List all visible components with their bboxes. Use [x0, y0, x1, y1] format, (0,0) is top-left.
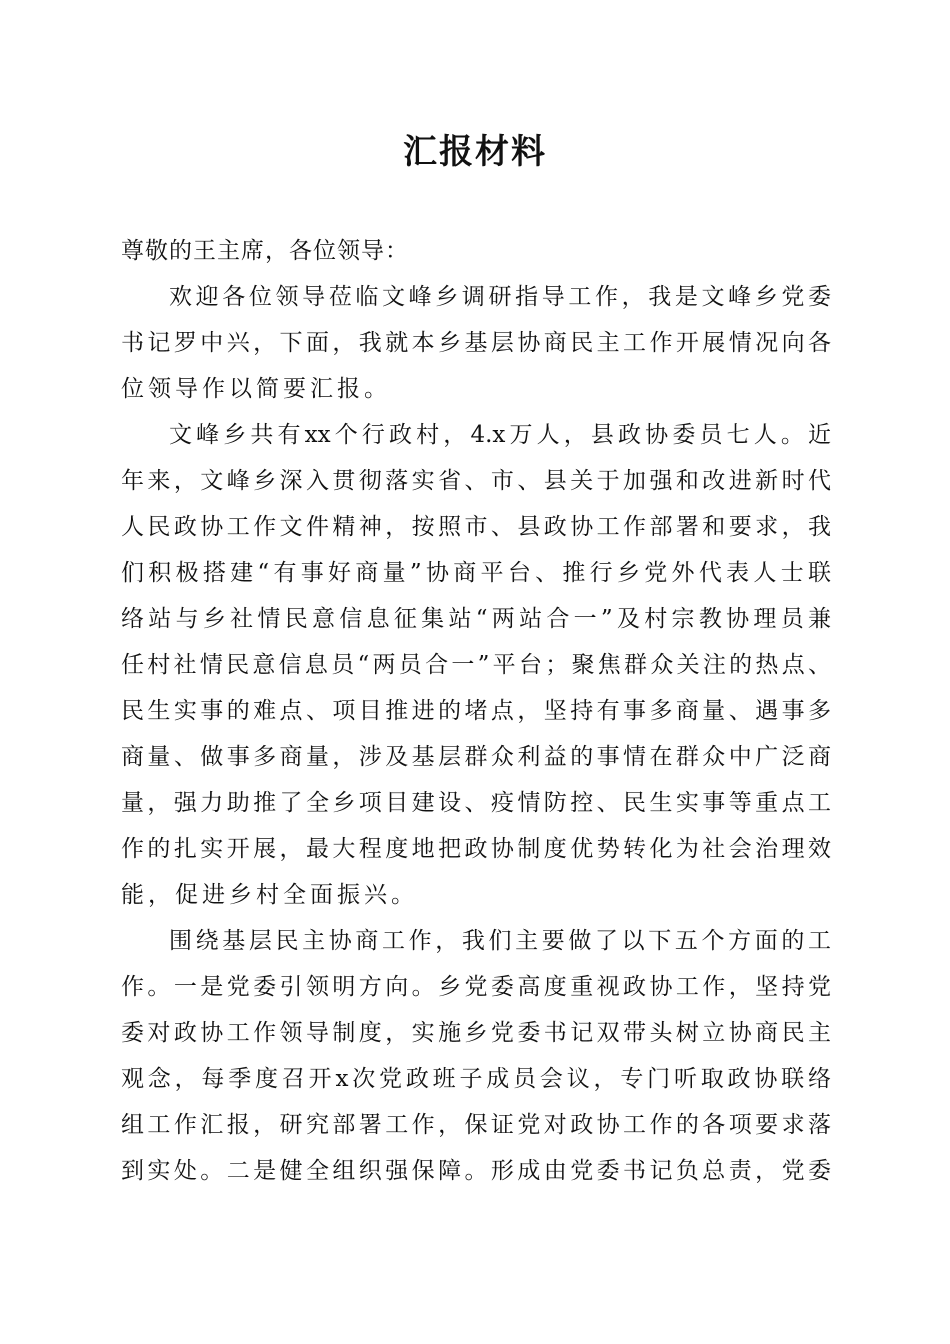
paragraph-line: 能，促进乡村全面振兴。: [121, 882, 418, 908]
salutation: 尊敬的王主席，各位领导：: [121, 238, 409, 264]
paragraph-line: 商量、做事多商量，涉及基层群众利益的事情在群众中广泛商: [121, 744, 831, 770]
paragraph-line: 委对政协工作领导制度，实施乡党委书记双带头树立协商民主: [121, 1020, 831, 1046]
paragraph-line: 到实处。二是健全组织强保障。形成由党委书记负总责，党委: [121, 1158, 831, 1184]
paragraph-line: 组工作汇报，研究部署工作，保证党对政协工作的各项要求落: [121, 1112, 831, 1138]
paragraph-line: 量，强力助推了全乡项目建设、疫情防控、民生实事等重点工: [121, 790, 831, 816]
paragraph-line: 作的扎实开展，最大程度地把政协制度优势转化为社会治理效: [121, 836, 831, 862]
paragraph-line: 欢迎各位领导莅临文峰乡调研指导工作，我是文峰乡党委: [169, 284, 831, 310]
paragraph-line: 民生实事的难点、项目推进的堵点，坚持有事多商量、遇事多: [121, 698, 831, 724]
paragraph-line: 作。一是党委引领明方向。乡党委高度重视政协工作，坚持党: [121, 974, 831, 1000]
paragraph-line: 书记罗中兴，下面，我就本乡基层协商民主工作开展情况向各: [121, 330, 831, 356]
paragraph-line: 任村社情民意信息员“两员合一”平台；聚焦群众关注的热点、: [121, 652, 831, 678]
paragraph-line: 年来，文峰乡深入贯彻落实省、市、县关于加强和改进新时代: [121, 468, 831, 494]
paragraph-line: 文峰乡共有xx个行政村，4.x万人，县政协委员七人。近: [169, 422, 831, 448]
paragraph-line: 观念，每季度召开x次党政班子成员会议，专门听取政协联络: [121, 1066, 831, 1092]
paragraph-line: 位领导作以简要汇报。: [121, 376, 391, 402]
paragraph-line: 络站与乡社情民意信息征集站“两站合一”及村宗教协理员兼: [121, 606, 831, 632]
document-body: [121, 228, 831, 1194]
paragraph-line: 围绕基层民主协商工作，我们主要做了以下五个方面的工: [169, 928, 831, 954]
paragraph-line: 们积极搭建“有事好商量”协商平台、推行乡党外代表人士联: [121, 560, 831, 586]
paragraph-line: 人民政协工作文件精神，按照市、县政协工作部署和要求，我: [121, 514, 831, 540]
document-title: 汇报材料: [403, 132, 547, 172]
